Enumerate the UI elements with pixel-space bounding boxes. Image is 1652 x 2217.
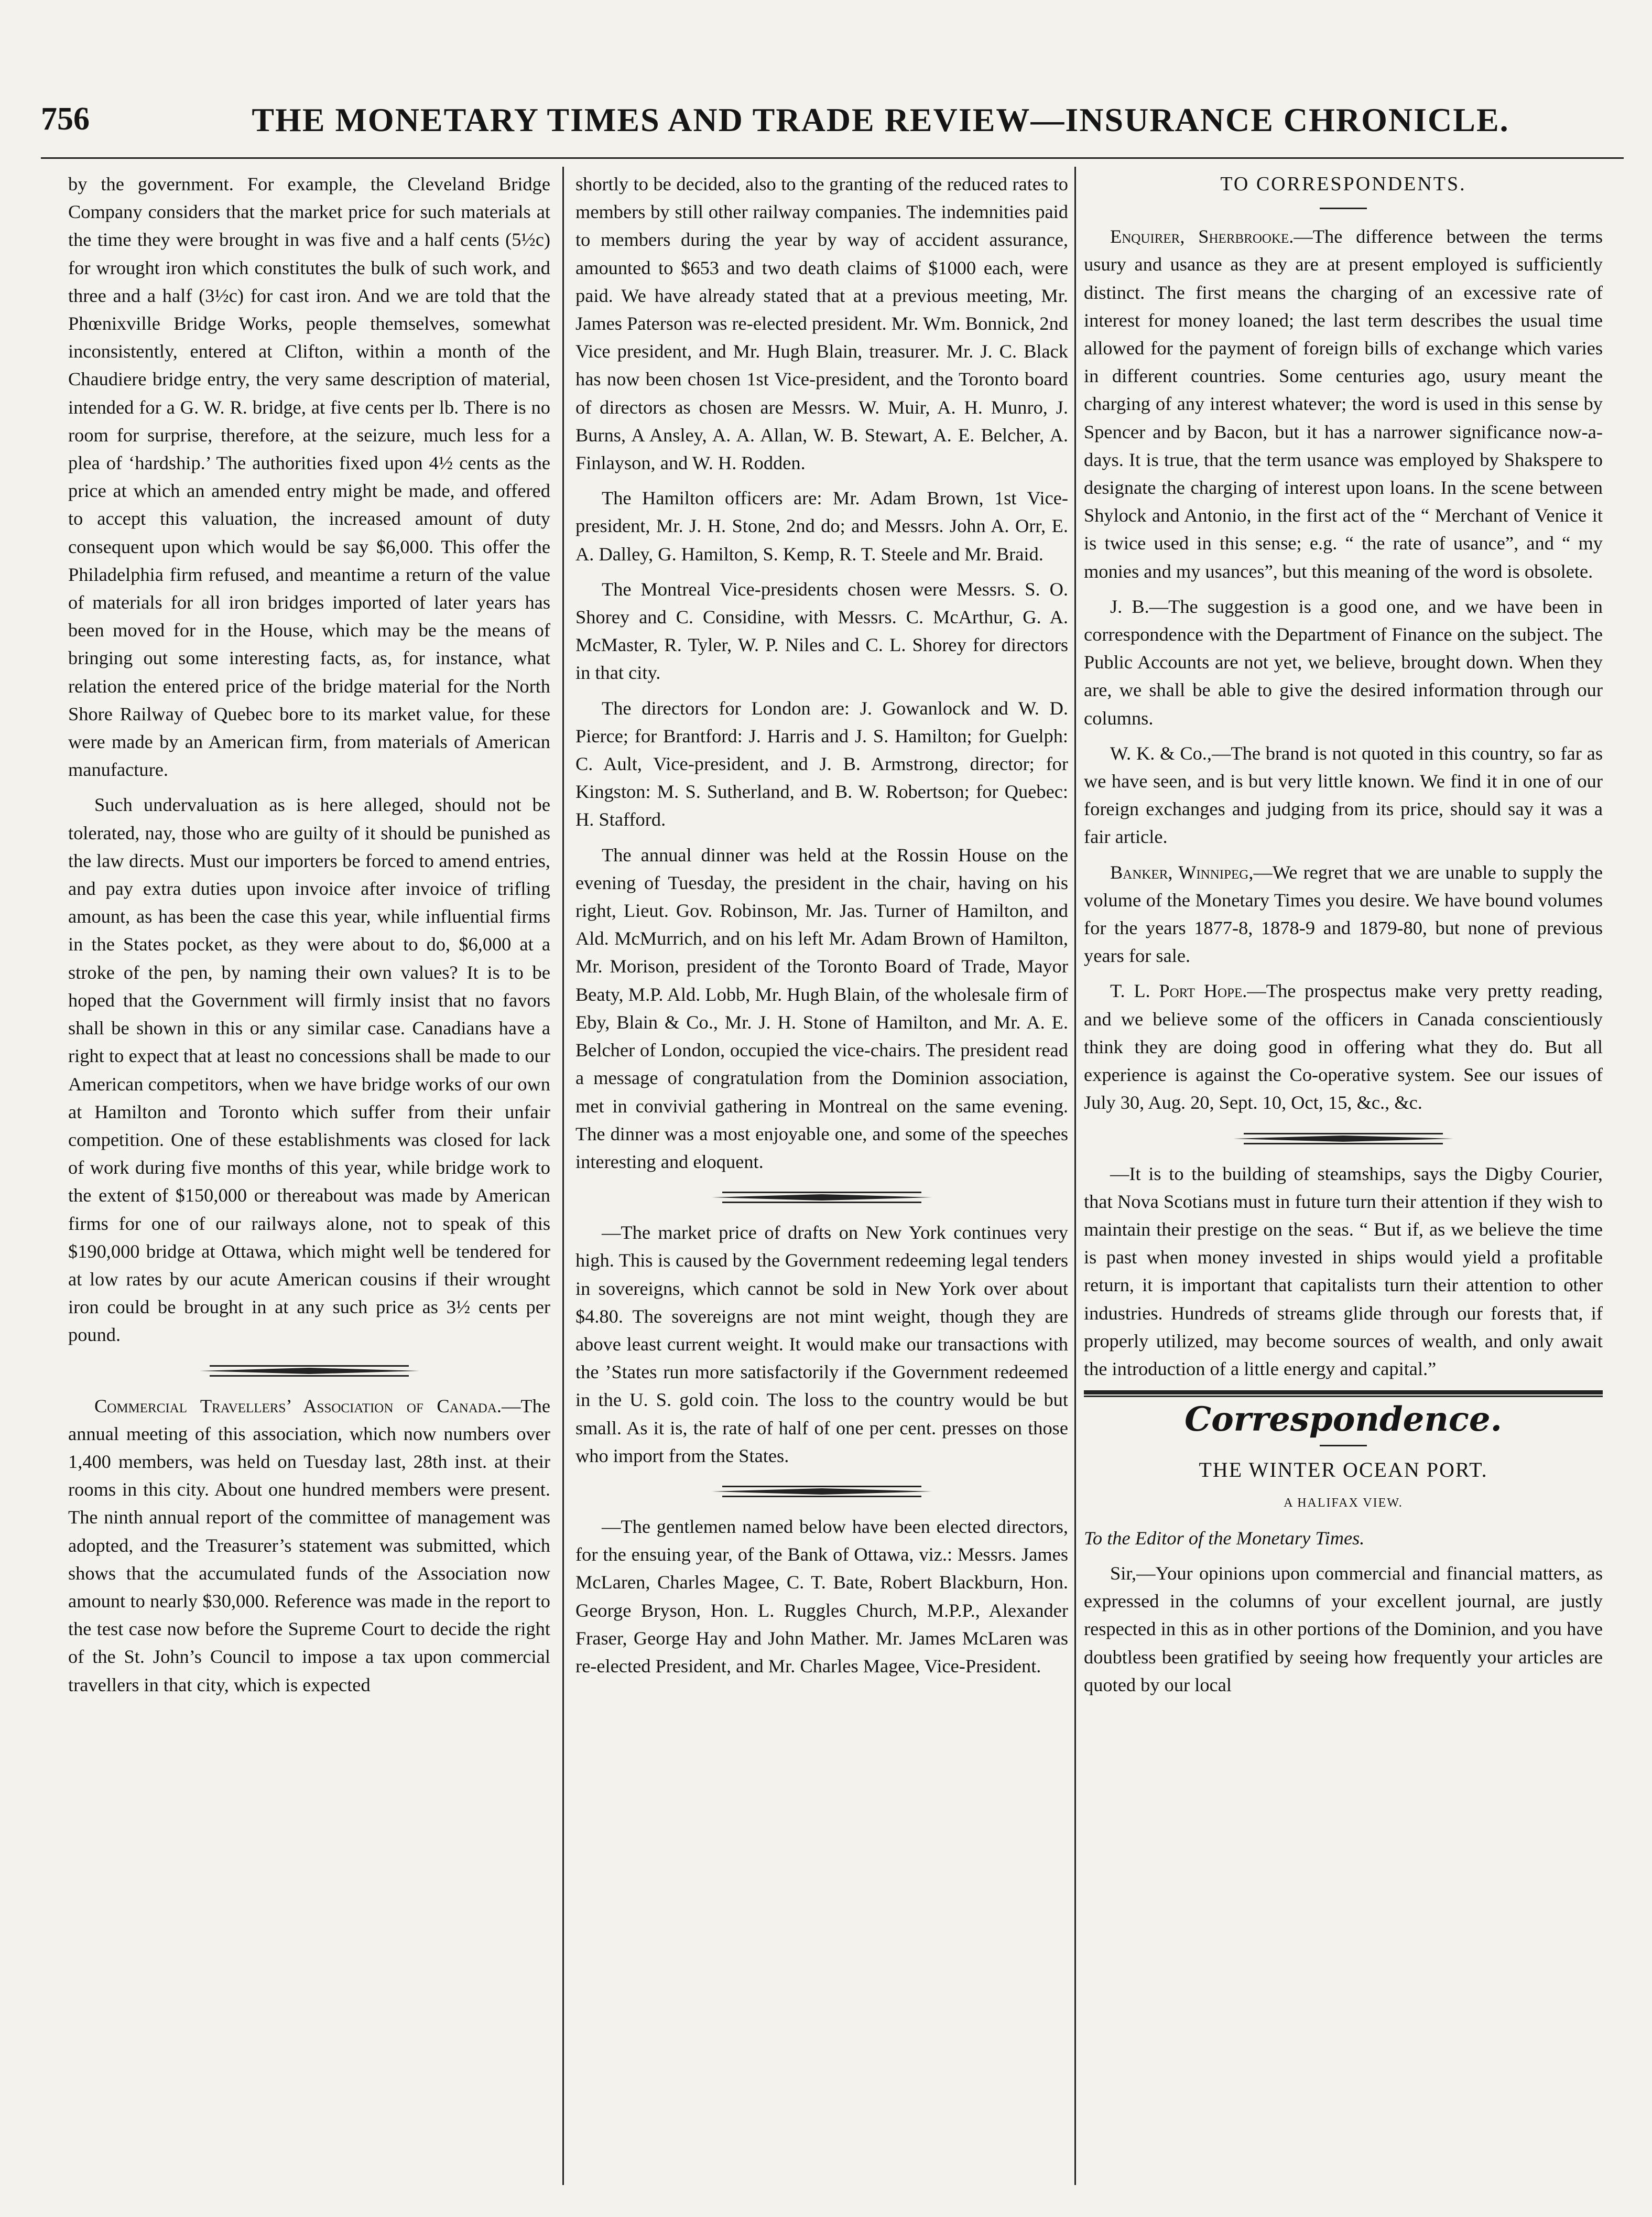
paragraph-text: —The prospectus make very pretty reading, and we believe some of the officers in Canada conscientiously think they are doing good in offering what they do. But all experience is against the Co-operative system. See our issues of July 30, Aug. 20, Sept. 10, Oct, 15, &c., &c. <box>1084 980 1603 1113</box>
paragraph: Sir,—Your opinions upon commercial and financial matters, as expressed in the columns of your excellent journal, are justly respected in this as in other portions of the Dominion, and you have doubtless been gratified by seeing how frequently your articles are quoted by our local <box>1084 1562 1603 1695</box>
paragraph <box>1084 859 1603 970</box>
paragraph <box>68 1392 550 1699</box>
ornamental-divider <box>1233 1131 1453 1147</box>
column-rule-right <box>1074 167 1076 2185</box>
column-rule-left <box>562 167 564 2185</box>
short-rule <box>1320 208 1367 209</box>
ornamental-divider <box>712 1189 932 1205</box>
correspondent-name: Banker, Winnipeg, <box>1110 861 1254 883</box>
paragraph-text: —We regret that we are unable to supply the volume of the Monetary Times you desire. We have bound volumes for the years 1877-8, 1878-9 and 1879-80, but none of previous years for sale. <box>1084 861 1603 967</box>
paragraph: J. B.—The suggestion is a good one, and we have been in correspondence with the Department of Finance on the subject. The Public Accounts are not yet, we believe, brought down. When they are, we shall be able to give the desired information through our columns. <box>1084 596 1603 729</box>
section-title: TO CORRESPONDENTS. <box>1220 173 1466 195</box>
paragraph: —The gentlemen named below have been elected directors, for the ensuing year, of the Bank of Ottawa, viz.: Messrs. James McLaren, Charles Magee, C. T. Bate, Robert Blackburn, Hon. George Bryson, Hon. L. Ruggles Church, M.P.P., Alexander Fraser, George Hay and John Mather. Mr. James McLaren was re-elected President, and Mr. Charles Magee, Vice-President. <box>575 1516 1068 1677</box>
article-title: THE WINTER OCEAN PORT. <box>1199 1458 1488 1482</box>
section-thick-rule <box>1084 1390 1603 1394</box>
paragraph: shortly to be decided, also to the granting of the reduced rates to members by still other railway companies. The indemnities paid to members during the year by way of accident assurance, amounted to $653 and two death claims of $1000 each, were paid. We have already stated that at a previous meeting, Mr. James Paterson was re-elected president. Mr. Wm. Bonnick, 2nd Vice president, and Mr. Hugh Blain, treasurer. Mr. J. C. Black has now been chosen 1st Vice-president, and the Toronto board of directors as chosen are Messrs. W. Muir, A. H. Munro, J. Burns, A Ansley, A. A. Allan, W. B. Stewart, A. E. Belcher, A. Finlayson, and W. H. Rodden. <box>575 174 1068 474</box>
paragraph: W. K. & Co.,—The brand is not quoted in this country, so far as we have seen, and is but very little known. We find it in one of our foreign exchanges and judging from its price, should say it was a fair article. <box>1084 742 1603 848</box>
paragraph-text: —The difference between the terms usury and usance as they are at present employed is sufficiently distinct. The first means the charging of an excessive rate of interest for money loaned; the last term describes the usual time allowed for the payment of foreign bills of exchange which varies in different countries. Some centuries ago, usury meant the charging of any interest whatever; the word is used in this sense by Spencer and by Bacon, but it has a narrower significance now-a-days. It is true, that the term usance was employed by Shakspere to designate the charging of interest upon loans. In the scene between Shylock and Antonio, in the first act of the “ Merchant of Venice it is twice used in this sense; e.g. “ the rate of usance”, and “ my monies and my usances”, but this meaning of the word is obsolete. <box>1084 226 1603 582</box>
paragraph-text: —The annual meeting of this association, which now numbers over 1,400 members, was held on Tuesday last, 28th inst. at their rooms in this city. About one hundred members were present. The ninth annual report of the committee of management was adopted, and the Treasurer’s statement was submitted, which shows that the accumulated funds of the Association now amount to nearly $30,000. Reference was made in the report to the test case now before the Supreme Court to decide the right of the St. John’s Council to impose a tax upon commercial travellers in that city, which is expected <box>68 1395 550 1695</box>
paragraph: Such undervaluation as is here alleged, should not be tolerated, nay, those who are guilty of it should be punished as the law directs. Must our importers be forced to amend entries, and pay extra duties upon invoice after invoice of trifling amount, as has been the case this year, while influential firms in the States pocket, as they were about to do, $6,000 at a stroke of the pen, by naming their own values? It is to be hoped that the Government will firmly insist that no favors shall be shown in this or any similar case. Canadians have a right to expect that at least no concessions shall be made to our American competitors, when we have bridge works of our own at Hamilton and Toronto which suffer from their unfair competition. One of these establishments was closed for lack of work during five months of this year, while bridge work to the extent of $150,000 or thereabout was made by American firms for one of our railways alone, not to speak of this $190,000 bridge at Ottawa, which might well be tendered for at low rates by our acute American cousins if their wrought iron could be brought in at any such price as 3½ cents per pound. <box>68 794 550 1346</box>
ornamental-divider <box>712 1484 932 1499</box>
ornamental-divider <box>199 1363 419 1379</box>
page-number: 756 <box>41 101 90 137</box>
salutation: To the Editor of the Monetary Times. <box>1084 1527 1365 1549</box>
correspondent-name: Enquirer, Sherbrooke. <box>1110 226 1294 247</box>
header-rule <box>41 157 1624 159</box>
short-rule <box>1320 1445 1367 1446</box>
column-2 <box>575 170 1068 1688</box>
column-1 <box>68 170 550 1706</box>
paragraph: The annual dinner was held at the Rossin House on the evening of Tuesday, the president in the chair, having on his right, Lieut. Gov. Robinson, Mr. Jas. Turner of Hamilton, and Ald. McMurrich, and on his left Mr. Adam Brown of Hamilton, Mr. Morison, president of the Toronto Board of Trade, Mayor Beaty, M.P. Ald. Lobb, Mr. Hugh Blain, of the wholesale firm of Eby, Blain & Co., Mr. J. H. Stone of Hamilton, and Mr. A. E. Belcher of London, occupied the vice-chairs. The president read a message of congratulation from the Dominion association, met in convivial gathering in Montreal on the same evening. The dinner was a most enjoyable one, and some of the speeches interesting and eloquent. <box>575 844 1068 1172</box>
article-subtitle: A HALIFAX VIEW. <box>1284 1496 1403 1510</box>
running-head: THE MONETARY TIMES AND TRADE REVIEW—INSURANCE CHRONICLE. <box>252 101 1509 138</box>
correspondent-name: T. L. Port Hope. <box>1110 980 1247 1002</box>
section-thin-rule <box>1084 1396 1603 1397</box>
column-3 <box>1084 170 1603 1706</box>
correspondence-heading: Correspondence. <box>1184 1400 1502 1440</box>
paragraph: —The market price of drafts on New York continues very high. This is caused by the Government redeeming legal tenders in sovereigns, which cannot be sold in New York over about $4.80. The sovereigns are not mint weight, though they are above least current weight. It would make our transactions with the ’States run more satisfactorily if the Government redeemed in the U. S. gold coin. The loss to the country would be but small. As it is, the rate of half of one per cent. presses on those who import from the States. <box>575 1222 1068 1466</box>
section-lead: Commercial Travellers’ Association of Canada. <box>94 1395 502 1416</box>
paragraph: The Montreal Vice-presidents chosen were Messrs. S. O. Shorey and C. Considine, with Messrs. C. McArthur, G. A. McMaster, R. Tyler, W. P. Niles and C. L. Shorey for directors in that city. <box>575 578 1068 684</box>
paragraph: —It is to the building of steamships, says the Digby Courier, that Nova Scotians must in future turn their attention if they wish to maintain their prestige on the seas. “ But if, as we believe the time is past when money invested in ships would yield a profitable return, it is important that capitalists turn their attention to other industries. Hundreds of streams glide through our forests that, if properly utilized, may become sources of wealth, and only await the introduction of a little energy and capital.” <box>1084 1163 1603 1379</box>
paragraph: The directors for London are: J. Gowanlock and W. D. Pierce; for Brantford: J. Harris and J. S. Hamilton; for Guelph: C. Ault, Vice-president, and J. B. Armstrong, director; for Kingston: M. S. Sutherland, and B. W. Robertson; for Quebec: H. Stafford. <box>575 697 1068 830</box>
paragraph <box>1084 977 1603 1117</box>
paragraph: by the government. For example, the Cleveland Bridge Company considers that the market price for such materials at the time they were brought in was five and a half cents (5½c) for wrought iron which constitutes the bulk of such work, and three and a half (3½c) for cast iron. And we are told that the Phœnixville Bridge Works, people themselves, somewhat inconsistently, entered at Clifton, within a month of the Chaudiere bridge entry, the very same description of material, intended for a G. W. R. bridge, at five cents per lb. There is no room for surprise, therefore, at the seizure, much less for a plea of ‘hardship.’ The authorities fixed upon 4½ cents as the price at which an amended entry might be made, and offered to accept this valuation, the increased amount of duty consequent upon which would be say $6,000. This offer the Philadelphia firm refused, and meantime a return of the value of materials for all iron bridges imported of later years has been moved for in the House, which may be the means of bringing out some interesting facts, as, for instance, what relation the entered price of the bridge material for the North Shore Railway of Quebec bore to its market value, for these were made by an American firm, from materials of American manufacture. <box>68 174 550 781</box>
paragraph: The Hamilton officers are: Mr. Adam Brown, 1st Vice-president, Mr. J. H. Stone, 2nd do; and Messrs. John A. Orr, E. A. Dalley, G. Hamilton, S. Kemp, R. T. Steele and Mr. Braid. <box>575 488 1068 565</box>
paragraph <box>1084 223 1603 586</box>
